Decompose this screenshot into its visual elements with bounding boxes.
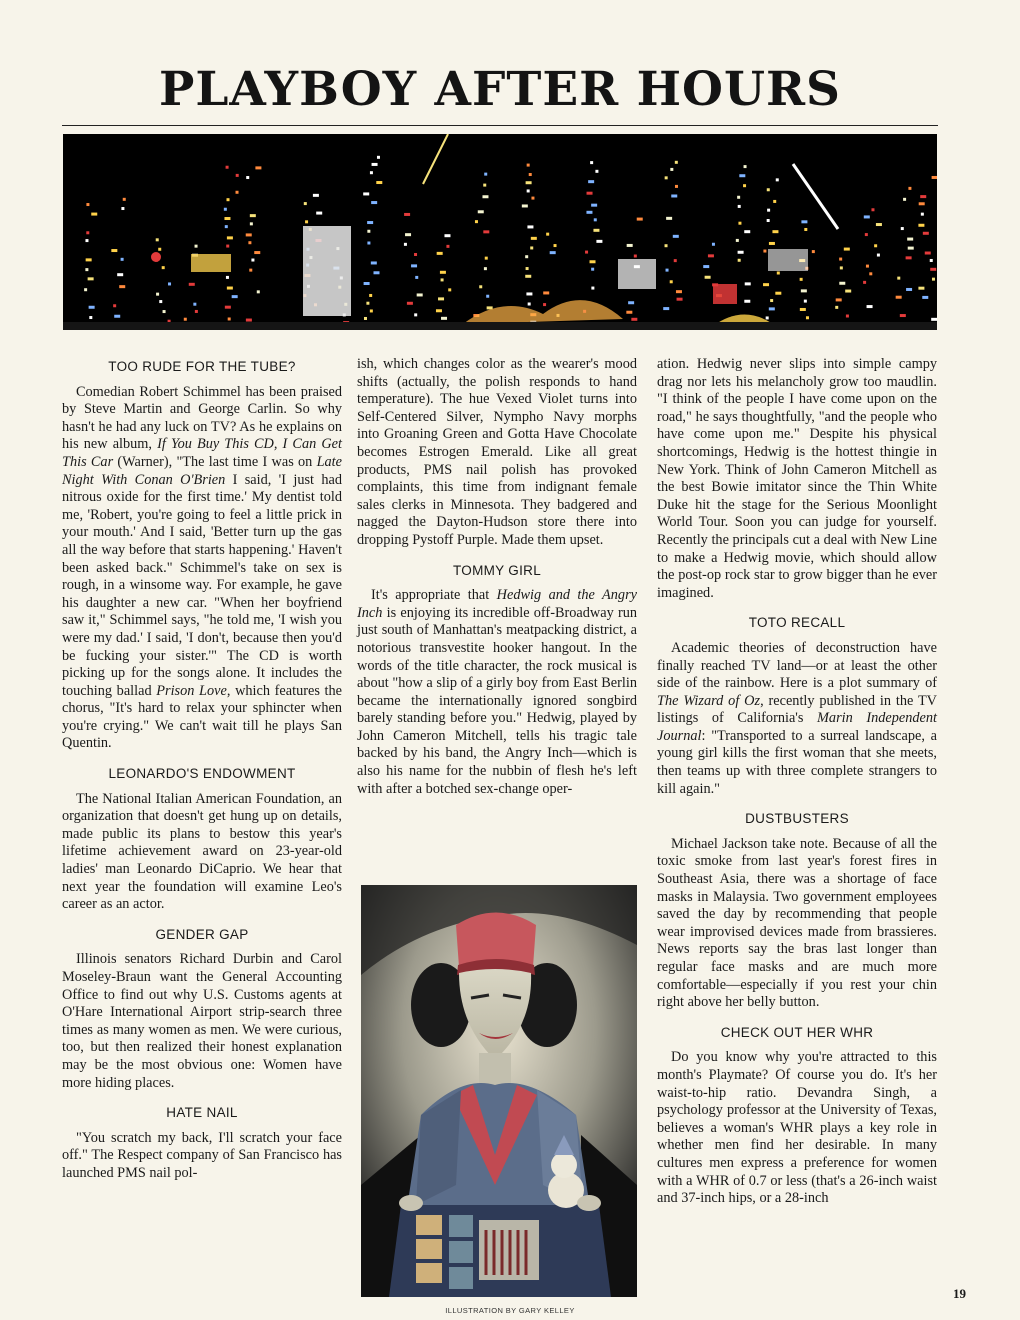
section-heading: LEONARDO'S ENDOWMENT: [108, 766, 296, 782]
section-body: Academic theories of deconstruction have finally reached TV land—or at least the other side of the rainbow. Here is a plot summary of The Wizard of Oz, recently published in the TV listings of California's Marin Independent Journal: "Transported to a surreal landscape, a young girl kills the first woman that she meets, then teams up with three complete strangers to kill again.": [657, 639, 938, 797]
section-heading: HATE NAIL: [166, 1105, 238, 1121]
section-body: "You scratch my back, I'll scratch your face off." The Respect company of San Francisco has launched PMS nail pol-: [62, 1129, 342, 1181]
illustration-credit: ILLUSTRATION BY GARY KELLEY: [445, 1306, 575, 1315]
column-3: [657, 356, 937, 1220]
city-skyline-illustration: [63, 134, 937, 330]
section-toto-recall: [657, 614, 937, 798]
page-number: 19: [953, 1286, 966, 1301]
section-hate-nail: [62, 1104, 342, 1182]
section-body: The National Italian American Foundation, an organization that doesn't get hung up on details, made public its plans to bestow this year's lifetime achievement award on 23-year-old ladies' man Leonardo DiCaprio. We hear that next year the foundation will examine Leo's career as an actor.: [62, 790, 342, 913]
section-too-rude: [62, 358, 342, 753]
column-2: [357, 356, 637, 810]
title-rule: [62, 125, 938, 126]
section-heading: CHECK OUT HER WHR: [720, 1024, 874, 1040]
section-tommy-girl-cont: [657, 356, 937, 602]
section-whr: [657, 1024, 937, 1208]
section-hate-nail-cont: [357, 356, 637, 550]
section-heading: TOO RUDE FOR THE TUBE?: [108, 359, 296, 374]
section-body: Do you know why you're attracted to this month's Playmate? Of course you do. It's her waist-to-hip ratio. Devandra Singh, a psychology professor at the University of Texas, believes a woman's WHR plays a key role in whether men find her desirable. In many cultures men express a preference for women with a WHR of 0.7 or less (that's a 26-inch waist and 37-inch hips, or a 28-inch: [657, 1049, 937, 1207]
section-body: ish, which changes color as the wearer's mood shifts (actually, the polish responds to hand temperature). The hue Vexed Violet turns into Self-Centered Silver, Nympho Navy morphs into Groaning Green and Gotta Have Chocolate becomes Estrogen Emerald. Like all great products, PMS nail polish has provoked complaints, this time from indignant female sales clerks in Minnesota. They badgered and nagged the Dayton-Hudson store there into dropping Pystoff Purple. Made them upset.: [357, 356, 637, 548]
page-title: PLAYBOY AFTER HOURS: [159, 62, 841, 117]
section-body: Michael Jackson take note. Because of all the toxic smoke from last year's forest fires in Southeast Asia, there was a shortage of face masks in Malaysia. Two government employees saved the day by recommending that people wear improvised devices made from brassieres. News reports say the bras last longer than regular face masks and are much more comfortable—especially if you rest your chin right above her belly button.: [657, 835, 937, 1011]
column-1: [62, 358, 342, 1195]
section-leonardo: [62, 765, 342, 914]
section-dustbusters: [657, 810, 937, 1012]
cigarette-girl-illustration: [361, 885, 637, 1297]
section-gender-gap: [62, 926, 342, 1092]
section-body: Illinois senators Richard Durbin and Carol Moseley-Braun want the General Accounting Office to find out why U.S. Customs agents at O'Hare International Airport strip-search three times as many women as men. We were curious, too, but then realized their honest explanation may be the most obvious one: Women have more hiding places.: [62, 951, 342, 1091]
section-body: It's appropriate that Hedwig and the Angry Inch is enjoying its incredible off-Broadway run just south of Manhattan's meatpacking district, a notorious transvestite hooker hangout. In the words of the title character, the rock musical is about "how a slip of a girly boy from East Berlin became the internationally ignored songbird barely standing before you." Hedwig, played by John Cameron Mitchell, tells his tragic tale backed by his band, the Angry Inch—which is also his name for the nubbin of flesh he's left with after a botched sex-change oper-: [357, 587, 637, 797]
section-body: Comedian Robert Schimmel has been praised by Steve Martin and George Carlin. So why hasn't he had any luck on TV? As he explains on his new album, If You Buy This CD, I Can Get This Car (Warner), "The last time I was on Late Night With Conan O'Brien I said, 'I just had nitrous oxide for the first time.' My dentist told me, 'Robert, you're going to feel a little prick in your mouth.' And I said, 'Better turn up the gas all the way before that starts happening.' Haven't been asked back." Schimmel's take on sex is rough, in a winsome way. For example, he gave his daughter a new car. "When her boyfriend saw it," Schimmel says, "he told me, 'I wish you were my dad.' I said, 'I don't, because then you'd be fucking your sister.'" The CD is worth picking up for the songs alone. It includes the touching ballad Prison Love, which features the chorus, "It's hard to relax your sphincter when you're crying." We can't wait till he plays San Quentin.: [62, 383, 343, 752]
section-heading: GENDER GAP: [155, 926, 249, 942]
section-heading: TOTO RECALL: [748, 615, 846, 631]
section-tommy-girl: [357, 562, 637, 799]
section-heading: DUSTBUSTERS: [745, 811, 849, 827]
section-heading: TOMMY GIRL: [452, 562, 541, 578]
section-body: ation. Hedwig never slips into simple campy drag nor lets his melancholy grow too maudlin. "I think of the people I have come upon on the road," he says thoughtfully, "and the people who have come upon me." Despite his physical shortcomings, Hedwig is the hottest thingie in New York. Think of John Cameron Mitchell as the best Bowie imitator since the Thin White Duke hit the stage for the Serious Moonlight World Tour. Soon you can judge for yourself. Recently the principals cut a deal with New Line to make a Hedwig movie, which should allow the post-op rock star to grow bigger than he ever imagined.: [657, 356, 937, 601]
